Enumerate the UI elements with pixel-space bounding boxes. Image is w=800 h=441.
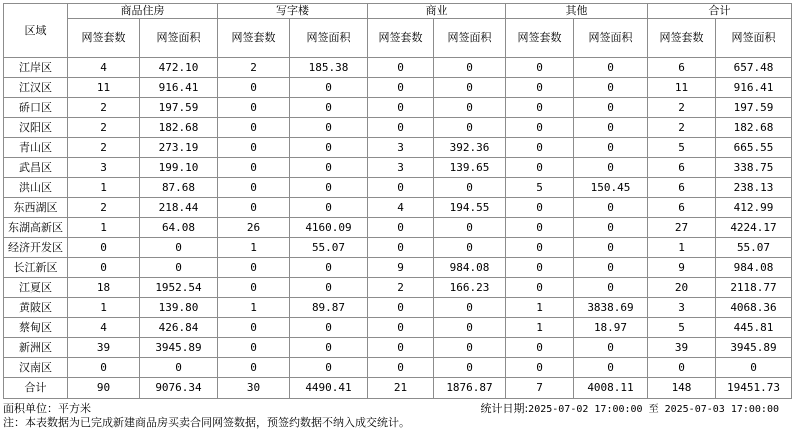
header-area: 网签面积 <box>716 19 792 58</box>
header-count: 网签套数 <box>68 19 140 58</box>
commercial-area-cell: 166.23 <box>434 278 506 298</box>
residential-area-cell: 197.59 <box>140 98 218 118</box>
other-count-cell: 0 <box>506 118 574 138</box>
commercial-area-cell: 139.65 <box>434 158 506 178</box>
commercial-count-cell: 0 <box>368 298 434 318</box>
header-row-groups <box>4 4 792 19</box>
commercial-area-cell: 0 <box>434 298 506 318</box>
table-body <box>4 58 792 399</box>
total-area-cell: 338.75 <box>716 158 792 178</box>
table-header <box>4 4 792 58</box>
office-area-cell: 0 <box>290 278 368 298</box>
residential-area-cell: 916.41 <box>140 78 218 98</box>
commercial-area-cell: 0 <box>434 98 506 118</box>
total-count-cell: 20 <box>648 278 716 298</box>
commercial-count-cell: 21 <box>368 378 434 399</box>
total-count-cell: 39 <box>648 338 716 358</box>
table-row <box>4 178 792 198</box>
table-row <box>4 238 792 258</box>
footnote-row <box>3 416 791 430</box>
table-row <box>4 338 792 358</box>
residential-area-cell: 273.19 <box>140 138 218 158</box>
district-cell: 汉南区 <box>4 358 68 378</box>
district-cell: 经济开发区 <box>4 238 68 258</box>
commercial-count-cell: 0 <box>368 58 434 78</box>
other-area-cell: 0 <box>574 78 648 98</box>
commercial-area-cell: 984.08 <box>434 258 506 278</box>
other-area-cell: 0 <box>574 338 648 358</box>
residential-area-cell: 218.44 <box>140 198 218 218</box>
table-row <box>4 318 792 338</box>
other-count-cell: 7 <box>506 378 574 399</box>
district-cell: 新洲区 <box>4 338 68 358</box>
office-area-cell: 0 <box>290 158 368 178</box>
header-row-subcolumns <box>4 19 792 58</box>
table-row <box>4 78 792 98</box>
other-area-cell: 0 <box>574 58 648 78</box>
footnote-text: 注：本表数据为已完成新建商品房买卖合同网签数据，预签约数据不纳入成交统计。 <box>3 416 410 429</box>
other-area-cell: 0 <box>574 238 648 258</box>
other-area-cell: 0 <box>574 358 648 378</box>
commercial-count-cell: 0 <box>368 118 434 138</box>
residential-count-cell: 0 <box>68 258 140 278</box>
other-area-cell: 4008.11 <box>574 378 648 399</box>
office-count-cell: 0 <box>218 258 290 278</box>
total-area-cell: 55.07 <box>716 238 792 258</box>
residential-area-cell: 3945.89 <box>140 338 218 358</box>
other-area-cell: 18.97 <box>574 318 648 338</box>
other-area-cell: 0 <box>574 198 648 218</box>
commercial-count-cell: 0 <box>368 358 434 378</box>
district-cell: 长江新区 <box>4 258 68 278</box>
office-area-cell: 0 <box>290 78 368 98</box>
office-count-cell: 0 <box>218 78 290 98</box>
commercial-area-cell: 0 <box>434 238 506 258</box>
residential-count-cell: 2 <box>68 198 140 218</box>
office-area-cell: 4490.41 <box>290 378 368 399</box>
other-area-cell: 3838.69 <box>574 298 648 318</box>
total-count-cell: 2 <box>648 118 716 138</box>
office-count-cell: 0 <box>218 98 290 118</box>
residential-area-cell: 182.68 <box>140 118 218 138</box>
office-area-cell: 0 <box>290 258 368 278</box>
total-area-cell: 4224.17 <box>716 218 792 238</box>
table-row <box>4 298 792 318</box>
total-area-cell: 238.13 <box>716 178 792 198</box>
total-count-cell: 1 <box>648 238 716 258</box>
residential-count-cell: 11 <box>68 78 140 98</box>
total-area-cell: 984.08 <box>716 258 792 278</box>
table-row <box>4 198 792 218</box>
office-count-cell: 0 <box>218 338 290 358</box>
residential-count-cell: 1 <box>68 298 140 318</box>
office-count-cell: 1 <box>218 298 290 318</box>
residential-area-cell: 0 <box>140 258 218 278</box>
office-area-cell: 0 <box>290 98 368 118</box>
other-area-cell: 0 <box>574 218 648 238</box>
commercial-area-cell: 0 <box>434 178 506 198</box>
commercial-area-cell: 392.36 <box>434 138 506 158</box>
office-count-cell: 0 <box>218 138 290 158</box>
table-row <box>4 138 792 158</box>
other-count-cell: 0 <box>506 58 574 78</box>
statistics-date-label: 统计日期: <box>480 402 529 415</box>
commercial-count-cell: 0 <box>368 178 434 198</box>
office-area-cell: 0 <box>290 118 368 138</box>
total-count-cell: 6 <box>648 178 716 198</box>
total-count-cell: 27 <box>648 218 716 238</box>
residential-area-cell: 1952.54 <box>140 278 218 298</box>
table-row <box>4 358 792 378</box>
header-count: 网签套数 <box>648 19 716 58</box>
total-count-cell: 5 <box>648 318 716 338</box>
commercial-count-cell: 4 <box>368 198 434 218</box>
other-count-cell: 0 <box>506 238 574 258</box>
table-row <box>4 158 792 178</box>
district-cell: 硚口区 <box>4 98 68 118</box>
office-count-cell: 30 <box>218 378 290 399</box>
district-cell: 东湖高新区 <box>4 218 68 238</box>
table-row <box>4 218 792 238</box>
district-cell: 江汉区 <box>4 78 68 98</box>
commercial-count-cell: 2 <box>368 278 434 298</box>
office-area-cell: 0 <box>290 318 368 338</box>
commercial-area-cell: 1876.87 <box>434 378 506 399</box>
office-count-cell: 0 <box>218 278 290 298</box>
total-area-cell: 657.48 <box>716 58 792 78</box>
header-count: 网签套数 <box>368 19 434 58</box>
residential-count-cell: 1 <box>68 218 140 238</box>
total-count-cell: 6 <box>648 58 716 78</box>
office-count-cell: 0 <box>218 118 290 138</box>
office-count-cell: 0 <box>218 318 290 338</box>
statistics-date <box>480 402 779 417</box>
residential-count-cell: 90 <box>68 378 140 399</box>
district-cell: 东西湖区 <box>4 198 68 218</box>
area-unit-text: 面积单位：平方米 <box>3 402 91 415</box>
commercial-count-cell: 0 <box>368 218 434 238</box>
header-area: 网签面积 <box>574 19 648 58</box>
commercial-count-cell: 0 <box>368 338 434 358</box>
other-area-cell: 0 <box>574 258 648 278</box>
other-area-cell: 0 <box>574 278 648 298</box>
total-count-cell: 5 <box>648 138 716 158</box>
header-area: 网签面积 <box>290 19 368 58</box>
residential-area-cell: 0 <box>140 358 218 378</box>
office-area-cell: 0 <box>290 178 368 198</box>
residential-count-cell: 39 <box>68 338 140 358</box>
commercial-area-cell: 0 <box>434 338 506 358</box>
total-area-cell: 19451.73 <box>716 378 792 399</box>
residential-count-cell: 4 <box>68 318 140 338</box>
district-cell: 黄陂区 <box>4 298 68 318</box>
other-count-cell: 5 <box>506 178 574 198</box>
other-count-cell: 0 <box>506 138 574 158</box>
total-area-cell: 182.68 <box>716 118 792 138</box>
header-group-commercial: 商业 <box>368 4 506 19</box>
residential-count-cell: 1 <box>68 178 140 198</box>
office-area-cell: 0 <box>290 198 368 218</box>
commercial-area-cell: 0 <box>434 358 506 378</box>
office-count-cell: 0 <box>218 358 290 378</box>
district-cell: 青山区 <box>4 138 68 158</box>
header-group-residential: 商品住房 <box>68 4 218 19</box>
commercial-count-cell: 0 <box>368 318 434 338</box>
residential-area-cell: 0 <box>140 238 218 258</box>
total-area-cell: 916.41 <box>716 78 792 98</box>
commercial-area-cell: 0 <box>434 218 506 238</box>
other-count-cell: 0 <box>506 258 574 278</box>
residential-count-cell: 4 <box>68 58 140 78</box>
commercial-count-cell: 0 <box>368 238 434 258</box>
other-count-cell: 0 <box>506 98 574 118</box>
office-area-cell: 0 <box>290 338 368 358</box>
district-cell: 汉阳区 <box>4 118 68 138</box>
total-count-cell: 9 <box>648 258 716 278</box>
office-count-cell: 1 <box>218 238 290 258</box>
commercial-area-cell: 0 <box>434 318 506 338</box>
residential-area-cell: 199.10 <box>140 158 218 178</box>
sales-statistics-table <box>3 3 792 399</box>
table-row <box>4 58 792 78</box>
total-area-cell: 0 <box>716 358 792 378</box>
header-group-total: 合计 <box>648 4 792 19</box>
total-area-cell: 3945.89 <box>716 338 792 358</box>
office-area-cell: 55.07 <box>290 238 368 258</box>
residential-count-cell: 2 <box>68 118 140 138</box>
header-group-other: 其他 <box>506 4 648 19</box>
statistics-date-range: 2025-07-02 17:00:00 至 2025-07-03 17:00:00 <box>528 404 779 415</box>
total-label-cell: 合计 <box>4 378 68 399</box>
commercial-count-cell: 3 <box>368 138 434 158</box>
other-area-cell: 0 <box>574 158 648 178</box>
commercial-area-cell: 0 <box>434 118 506 138</box>
office-area-cell: 0 <box>290 358 368 378</box>
total-count-cell: 0 <box>648 358 716 378</box>
total-count-cell: 11 <box>648 78 716 98</box>
other-count-cell: 0 <box>506 358 574 378</box>
residential-count-cell: 18 <box>68 278 140 298</box>
other-area-cell: 150.45 <box>574 178 648 198</box>
office-count-cell: 26 <box>218 218 290 238</box>
table-row <box>4 258 792 278</box>
total-count-cell: 2 <box>648 98 716 118</box>
other-count-cell: 1 <box>506 318 574 338</box>
commercial-count-cell: 3 <box>368 158 434 178</box>
residential-area-cell: 9076.34 <box>140 378 218 399</box>
office-area-cell: 4160.09 <box>290 218 368 238</box>
office-count-cell: 0 <box>218 198 290 218</box>
commercial-count-cell: 0 <box>368 98 434 118</box>
other-count-cell: 0 <box>506 338 574 358</box>
other-count-cell: 0 <box>506 278 574 298</box>
other-count-cell: 1 <box>506 298 574 318</box>
residential-count-cell: 3 <box>68 158 140 178</box>
residential-area-cell: 87.68 <box>140 178 218 198</box>
office-area-cell: 185.38 <box>290 58 368 78</box>
district-cell: 蔡甸区 <box>4 318 68 338</box>
other-area-cell: 0 <box>574 118 648 138</box>
commercial-area-cell: 0 <box>434 58 506 78</box>
residential-area-cell: 139.80 <box>140 298 218 318</box>
other-area-cell: 0 <box>574 98 648 118</box>
residential-count-cell: 0 <box>68 238 140 258</box>
sales-statistics-table-container <box>3 3 791 399</box>
commercial-count-cell: 0 <box>368 78 434 98</box>
other-area-cell: 0 <box>574 138 648 158</box>
total-count-cell: 6 <box>648 158 716 178</box>
district-cell: 武昌区 <box>4 158 68 178</box>
commercial-area-cell: 0 <box>434 78 506 98</box>
total-count-cell: 6 <box>648 198 716 218</box>
table-row <box>4 118 792 138</box>
header-count: 网签套数 <box>506 19 574 58</box>
district-cell: 江岸区 <box>4 58 68 78</box>
residential-area-cell: 472.10 <box>140 58 218 78</box>
total-area-cell: 412.99 <box>716 198 792 218</box>
header-count: 网签套数 <box>218 19 290 58</box>
office-area-cell: 89.87 <box>290 298 368 318</box>
district-cell: 洪山区 <box>4 178 68 198</box>
total-area-cell: 4068.36 <box>716 298 792 318</box>
office-count-cell: 0 <box>218 178 290 198</box>
unit-row <box>3 402 791 416</box>
total-count-cell: 3 <box>648 298 716 318</box>
commercial-area-cell: 194.55 <box>434 198 506 218</box>
other-count-cell: 0 <box>506 78 574 98</box>
total-count-cell: 148 <box>648 378 716 399</box>
residential-count-cell: 2 <box>68 98 140 118</box>
district-cell: 江夏区 <box>4 278 68 298</box>
total-area-cell: 197.59 <box>716 98 792 118</box>
residential-area-cell: 64.08 <box>140 218 218 238</box>
other-count-cell: 0 <box>506 218 574 238</box>
header-region: 区域 <box>4 4 68 58</box>
table-row <box>4 278 792 298</box>
office-count-cell: 0 <box>218 158 290 178</box>
residential-count-cell: 2 <box>68 138 140 158</box>
commercial-count-cell: 9 <box>368 258 434 278</box>
header-area: 网签面积 <box>140 19 218 58</box>
other-count-cell: 0 <box>506 198 574 218</box>
total-area-cell: 445.81 <box>716 318 792 338</box>
header-group-office: 写字楼 <box>218 4 368 19</box>
residential-area-cell: 426.84 <box>140 318 218 338</box>
total-row <box>4 378 792 399</box>
office-area-cell: 0 <box>290 138 368 158</box>
residential-count-cell: 0 <box>68 358 140 378</box>
table-row <box>4 98 792 118</box>
total-area-cell: 2118.77 <box>716 278 792 298</box>
total-area-cell: 665.55 <box>716 138 792 158</box>
office-count-cell: 2 <box>218 58 290 78</box>
other-count-cell: 0 <box>506 158 574 178</box>
header-area: 网签面积 <box>434 19 506 58</box>
